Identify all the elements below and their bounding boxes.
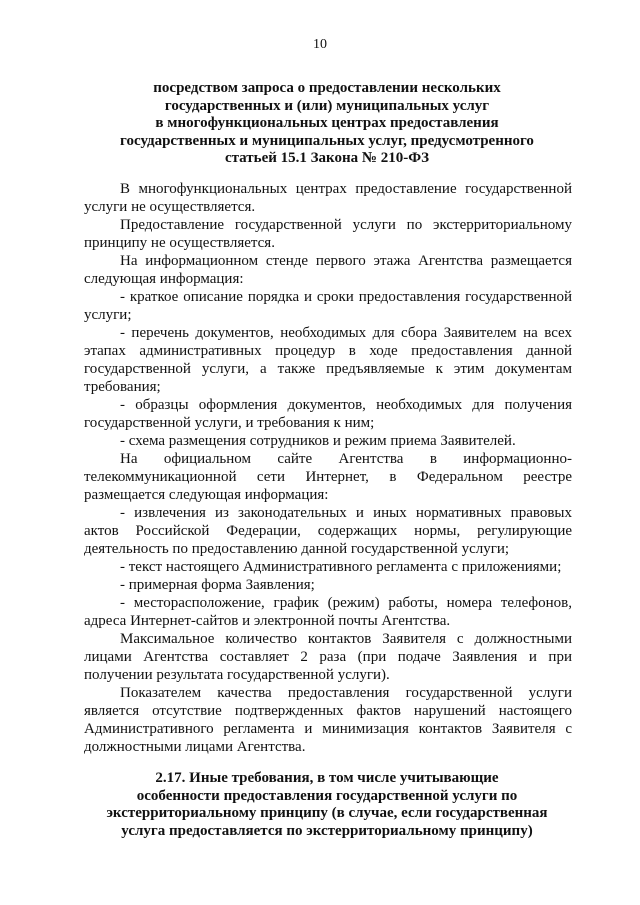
paragraph: На информационном стенде первого этажа Агентства размещается следующая информация: — [84, 253, 572, 287]
word: На — [120, 451, 138, 467]
list-item: - месторасположение, график (режим) работы, номера телефонов, адреса Интернет-сайтов и электронной почты Агентства. — [84, 595, 572, 629]
word: информационно- — [463, 451, 572, 467]
list-item: - извлечения из законодательных и иных нормативных правовых актов Российской Федерации, содержащих нормы, регулирующие деятельность по предоставлению данной государственной услуги; — [84, 505, 572, 557]
list-item: - схема размещения сотрудников и режим приема Заявителей. — [120, 433, 516, 449]
paragraph: В многофункциональных центрах предоставление государственной услуги не осуществляется. — [84, 181, 572, 215]
list-item: - примерная форма Заявления; — [120, 577, 315, 593]
heading-line: в многофункциональных центрах предоставления — [155, 115, 499, 131]
word: сайте — [277, 451, 313, 467]
heading-line: особенности предоставления государственной услуги по — [136, 787, 518, 804]
heading-line: экстерриториальному принципу (в случае, если государственная — [106, 805, 548, 821]
paragraph: Предоставление государственной услуги по экстерриториальному принципу не осуществляется. — [84, 217, 572, 251]
heading-line: государственных и (или) муниципальных услуг — [164, 97, 490, 114]
page-number: 10 — [313, 37, 327, 52]
heading-line: статьей 15.1 Закона № 210-ФЗ — [224, 150, 430, 166]
section-heading-bottom — [92, 770, 562, 840]
body-text — [84, 180, 572, 756]
heading-line: посредством запроса о предоставлении нескольких — [153, 80, 501, 96]
list-item: - краткое описание порядка и сроки предоставления государственной услуги; — [84, 289, 572, 323]
paragraph-first-line — [84, 450, 572, 468]
list-item: - образцы оформления документов, необходимых для получения государственной услуги, и требования к ним; — [84, 397, 572, 431]
paragraph: Показателем качества предоставления государственной услуги является отсутствие подтвержденных фактов нарушений настоящего Административного регламента и минимизация контактов Заявителя с должностными лицами Агентства. — [84, 685, 572, 755]
paragraph: Максимальное количество контактов Заявителя с должностными лицами Агентства составляет 2 раза (при подаче Заявления и при получении результата государственной услуги). — [84, 631, 572, 683]
list-item: - текст настоящего Административного регламента с приложениями; — [120, 559, 562, 575]
list-item: - перечень документов, необходимых для сбора Заявителем на всех этапах административных процедур в ходе предоставления данной государственной услуги, а также предъявляемые к этим документам требования; — [84, 325, 572, 395]
paragraph-continuation: телекоммуникационной сети Интернет, в Федеральном реестре размещается следующая информация: — [84, 469, 572, 503]
heading-line: услуга предоставляется по экстерриториальному принципу) — [121, 822, 533, 839]
word: в — [429, 451, 437, 467]
word: Агентства — [338, 451, 404, 467]
heading-line: 2.17. Иные требования, в том числе учитывающие — [155, 770, 499, 786]
section-heading-top — [92, 80, 562, 168]
heading-line: государственных и муниципальных услуг, предусмотренного — [120, 132, 534, 149]
word: официальном — [163, 451, 252, 467]
